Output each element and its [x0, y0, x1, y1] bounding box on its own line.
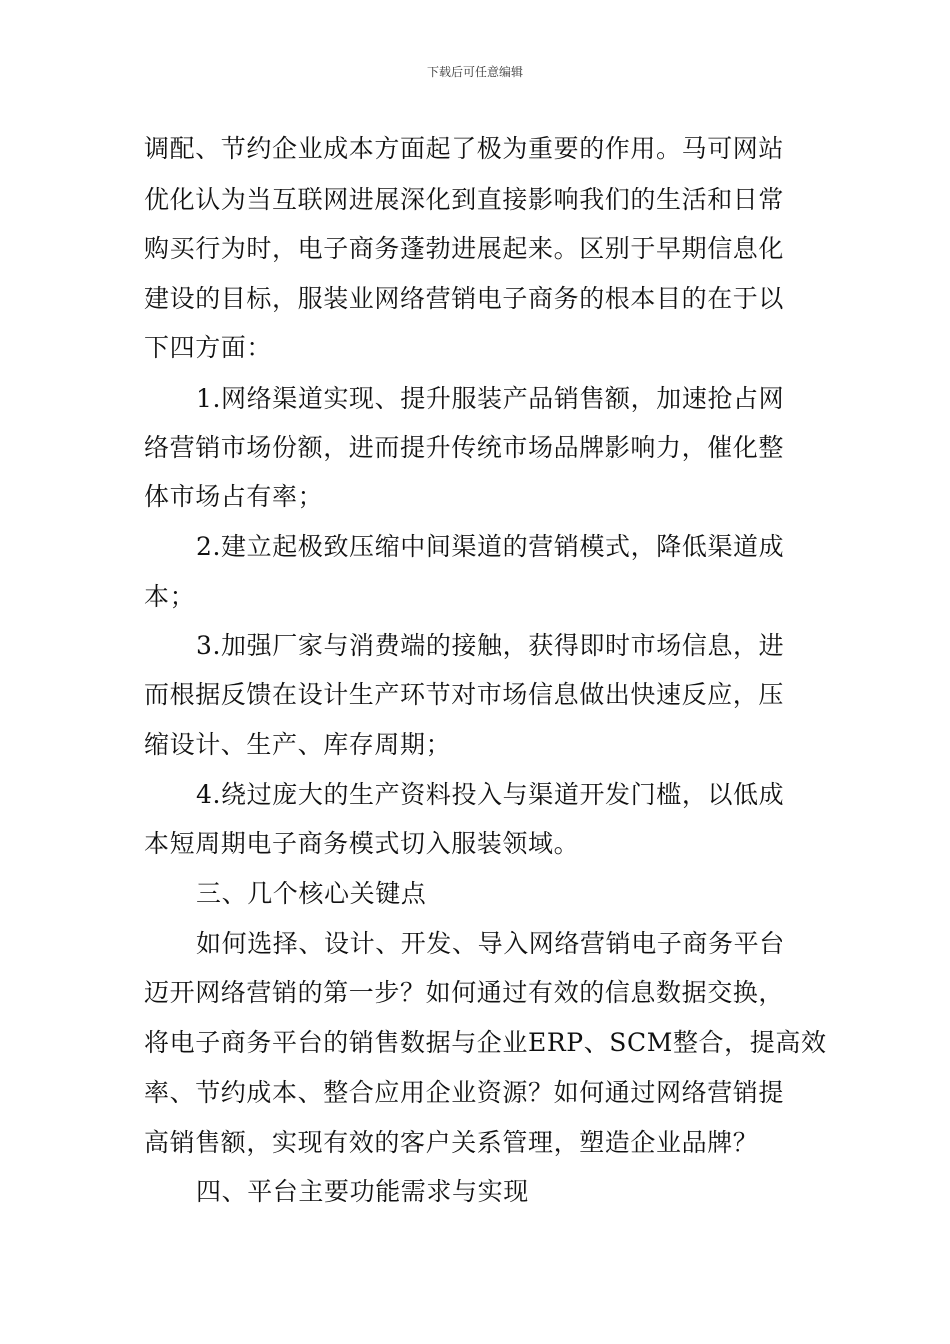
text-line: 率、节约成本、整合应用企业资源？如何通过网络营销提 — [144, 1078, 785, 1107]
text-line: 调配、节约企业成本方面起了极为重要的作用。马可网站 — [144, 134, 785, 163]
text-line: 购买行为时，电子商务蓬勃进展起来。区别于早期信息化 — [144, 234, 785, 263]
section-heading: 四、平台主要功能需求与实现 — [196, 1177, 529, 1206]
text-line: 优化认为当互联网进展深化到直接影响我们的生活和日常 — [144, 185, 785, 214]
text-line: 将电子商务平台的销售数据与企业ERP、SCM整合，提高效 — [144, 1028, 827, 1057]
text-line: 1.网络渠道实现、提升服装产品销售额，加速抢占网 — [196, 384, 785, 413]
text-line: 建设的目标，服装业网络营销电子商务的根本目的在于以 — [144, 284, 785, 313]
text-line: 迈开网络营销的第一步？如何通过有效的信息数据交换， — [144, 978, 785, 1007]
page-header: 下载后可任意编辑 — [426, 65, 523, 79]
text-line: 体市场占有率； — [144, 482, 324, 511]
text-line: 如何选择、设计、开发、导入网络营销电子商务平台 — [196, 929, 785, 958]
section-heading: 三、几个核心关键点 — [196, 879, 427, 908]
text-line: 高销售额，实现有效的客户关系管理，塑造企业品牌？ — [144, 1128, 759, 1157]
text-line: 3.加强厂家与消费端的接触，获得即时市场信息，进 — [196, 631, 785, 660]
text-line: 络营销市场份额，进而提升传统市场品牌影响力，催化整 — [144, 433, 785, 462]
text-line: 2.建立起极致压缩中间渠道的营销模式，降低渠道成 — [196, 532, 785, 561]
text-line: 4.绕过庞大的生产资料投入与渠道开发门槛，以低成 — [196, 780, 785, 809]
text-line: 本； — [144, 582, 196, 611]
text-line: 而根据反馈在设计生产环节对市场信息做出快速反应，压 — [144, 680, 785, 709]
text-line: 本短周期电子商务模式切入服装领域。 — [144, 829, 580, 858]
text-line: 缩设计、生产、库存周期； — [144, 730, 452, 759]
text-line: 下四方面： — [144, 333, 273, 362]
